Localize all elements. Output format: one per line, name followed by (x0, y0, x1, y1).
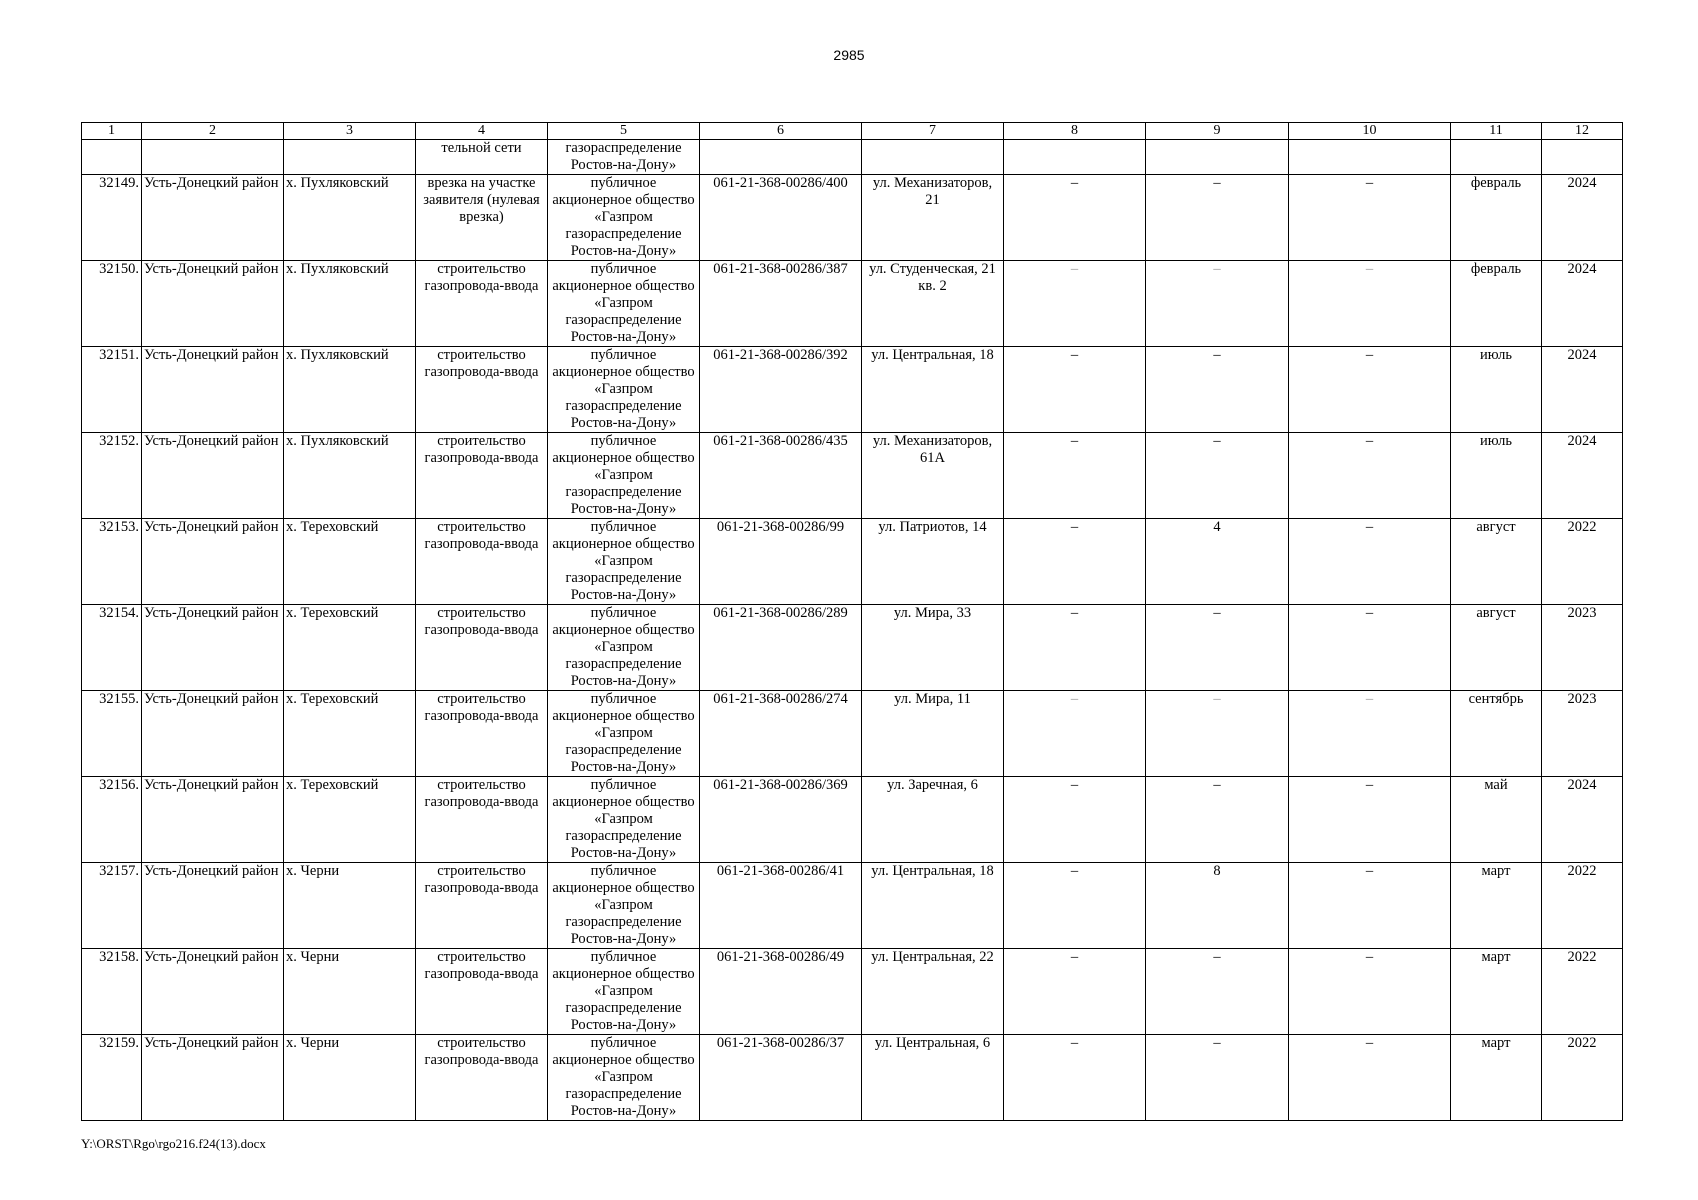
work-type-cell: строительство газопровода-ввода (416, 605, 548, 691)
column-9-cell: – (1146, 691, 1289, 777)
page-number: 2985 (833, 47, 865, 63)
year-cell: 2022 (1542, 1035, 1623, 1121)
settlement-cell: х. Пухляковский (284, 347, 416, 433)
column-10-cell: – (1289, 433, 1451, 519)
month-cell: сентябрь (1451, 691, 1542, 777)
table-row (82, 347, 1623, 433)
column-9-cell: – (1146, 347, 1289, 433)
table-row (82, 261, 1623, 347)
table-row (82, 691, 1623, 777)
registry-code-cell: 061-21-368-00286/387 (700, 261, 862, 347)
column-8-cell: – (1004, 433, 1146, 519)
year-cell: 2022 (1542, 949, 1623, 1035)
table-cell (284, 140, 416, 175)
registry-code-cell: 061-21-368-00286/41 (700, 863, 862, 949)
table-cell (1289, 140, 1451, 175)
settlement-cell: х. Черни (284, 949, 416, 1035)
year-cell: 2024 (1542, 261, 1623, 347)
organization-cell: публичное акционерное общество «Газпром газораспределение Ростов-на-Дону» (548, 949, 700, 1035)
column-10-cell: – (1289, 519, 1451, 605)
continuation-row (82, 140, 1623, 175)
work-type-cell: строительство газопровода-ввода (416, 261, 548, 347)
header-cell: 2 (142, 123, 284, 140)
organization-cell: публичное акционерное общество «Газпром газораспределение Ростов-на-Дону» (548, 863, 700, 949)
month-cell: август (1451, 605, 1542, 691)
address-cell: ул. Центральная, 18 (862, 347, 1004, 433)
month-cell: июль (1451, 347, 1542, 433)
column-8-cell: – (1004, 347, 1146, 433)
work-type-cell: строительство газопровода-ввода (416, 777, 548, 863)
row-number-cell: 32156. (82, 777, 142, 863)
header-cell: 7 (862, 123, 1004, 140)
row-number-cell: 32154. (82, 605, 142, 691)
table-cell (1542, 140, 1623, 175)
column-9-cell: – (1146, 777, 1289, 863)
column-8-cell: – (1004, 863, 1146, 949)
row-number-cell: 32149. (82, 175, 142, 261)
organization-cell: публичное акционерное общество «Газпром газораспределение Ростов-на-Дону» (548, 347, 700, 433)
work-type-cell: строительство газопровода-ввода (416, 1035, 548, 1121)
address-cell: ул. Механизаторов, 21 (862, 175, 1004, 261)
file-path-footer: Y:\ORST\Rgo\rgo216.f24(13).docx (81, 1136, 266, 1151)
table-row (82, 433, 1623, 519)
column-8-cell: – (1004, 777, 1146, 863)
column-8-cell: – (1004, 949, 1146, 1035)
address-cell: ул. Патриотов, 14 (862, 519, 1004, 605)
table-cell (1451, 140, 1542, 175)
column-8-cell: – (1004, 1035, 1146, 1121)
column-9-cell: – (1146, 433, 1289, 519)
month-cell: июль (1451, 433, 1542, 519)
column-10-cell: – (1289, 691, 1451, 777)
column-9-cell: – (1146, 175, 1289, 261)
registry-code-cell: 061-21-368-00286/392 (700, 347, 862, 433)
work-type-cell: строительство газопровода-ввода (416, 519, 548, 605)
settlement-cell: х. Пухляковский (284, 433, 416, 519)
column-10-cell: – (1289, 605, 1451, 691)
settlement-cell: х. Тереховский (284, 605, 416, 691)
column-10-cell: – (1289, 949, 1451, 1035)
district-cell: Усть-Донецкий район (142, 691, 284, 777)
month-cell: май (1451, 777, 1542, 863)
month-cell: март (1451, 863, 1542, 949)
settlement-cell: х. Черни (284, 1035, 416, 1121)
registry-table (81, 122, 1623, 1121)
column-10-cell: – (1289, 1035, 1451, 1121)
registry-code-cell: 061-21-368-00286/400 (700, 175, 862, 261)
organization-cell: публичное акционерное общество «Газпром газораспределение Ростов-на-Дону» (548, 175, 700, 261)
registry-code-cell: 061-21-368-00286/435 (700, 433, 862, 519)
settlement-cell: х. Пухляковский (284, 261, 416, 347)
year-cell: 2024 (1542, 175, 1623, 261)
work-type-cell: врезка на участке заявителя (нулевая врезка) (416, 175, 548, 261)
column-8-cell: – (1004, 519, 1146, 605)
year-cell: 2022 (1542, 519, 1623, 605)
organization-cell: публичное акционерное общество «Газпром газораспределение Ростов-на-Дону» (548, 261, 700, 347)
district-cell: Усть-Донецкий район (142, 261, 284, 347)
column-number-header-row (82, 123, 1623, 140)
row-number-cell: 32153. (82, 519, 142, 605)
organization-cell: публичное акционерное общество «Газпром газораспределение Ростов-на-Дону» (548, 433, 700, 519)
row-number-cell: 32157. (82, 863, 142, 949)
table-cell (1146, 140, 1289, 175)
address-cell: ул. Студенческая, 21 кв. 2 (862, 261, 1004, 347)
registry-code-cell: 061-21-368-00286/49 (700, 949, 862, 1035)
registry-code-cell: 061-21-368-00286/99 (700, 519, 862, 605)
column-10-cell: – (1289, 261, 1451, 347)
address-cell: ул. Центральная, 22 (862, 949, 1004, 1035)
column-10-cell: – (1289, 777, 1451, 863)
table-row (82, 1035, 1623, 1121)
column-9-cell: 8 (1146, 863, 1289, 949)
year-cell: 2022 (1542, 863, 1623, 949)
table-row (82, 605, 1623, 691)
month-cell: февраль (1451, 175, 1542, 261)
column-10-cell: – (1289, 347, 1451, 433)
district-cell: Усть-Донецкий район (142, 863, 284, 949)
address-cell: ул. Механизаторов, 61А (862, 433, 1004, 519)
work-type-cell: строительство газопровода-ввода (416, 691, 548, 777)
organization-cell: газораспределение Ростов-на-Дону» (548, 140, 700, 175)
work-type-cell: строительство газопровода-ввода (416, 949, 548, 1035)
column-9-cell: – (1146, 1035, 1289, 1121)
header-cell: 3 (284, 123, 416, 140)
district-cell: Усть-Донецкий район (142, 433, 284, 519)
row-number-cell: 32150. (82, 261, 142, 347)
organization-cell: публичное акционерное общество «Газпром газораспределение Ростов-на-Дону» (548, 1035, 700, 1121)
address-cell: ул. Мира, 11 (862, 691, 1004, 777)
row-number-cell: 32152. (82, 433, 142, 519)
column-8-cell: – (1004, 175, 1146, 261)
work-type-cell: тельной сети (416, 140, 548, 175)
row-number-cell: 32158. (82, 949, 142, 1035)
year-cell: 2023 (1542, 605, 1623, 691)
table-row (82, 519, 1623, 605)
table-row (82, 777, 1623, 863)
column-9-cell: – (1146, 949, 1289, 1035)
month-cell: август (1451, 519, 1542, 605)
settlement-cell: х. Тереховский (284, 691, 416, 777)
header-cell: 11 (1451, 123, 1542, 140)
work-type-cell: строительство газопровода-ввода (416, 863, 548, 949)
table-cell (82, 140, 142, 175)
registry-code-cell: 061-21-368-00286/369 (700, 777, 862, 863)
address-cell: ул. Заречная, 6 (862, 777, 1004, 863)
registry-code-cell: 061-21-368-00286/37 (700, 1035, 862, 1121)
district-cell: Усть-Донецкий район (142, 519, 284, 605)
address-cell: ул. Центральная, 18 (862, 863, 1004, 949)
table-row (82, 175, 1623, 261)
organization-cell: публичное акционерное общество «Газпром газораспределение Ростов-на-Дону» (548, 691, 700, 777)
table-cell (862, 140, 1004, 175)
header-cell: 4 (416, 123, 548, 140)
organization-cell: публичное акционерное общество «Газпром газораспределение Ростов-на-Дону» (548, 519, 700, 605)
month-cell: март (1451, 1035, 1542, 1121)
column-8-cell: – (1004, 605, 1146, 691)
table-cell (1004, 140, 1146, 175)
row-number-cell: 32159. (82, 1035, 142, 1121)
year-cell: 2024 (1542, 433, 1623, 519)
organization-cell: публичное акционерное общество «Газпром газораспределение Ростов-на-Дону» (548, 777, 700, 863)
settlement-cell: х. Тереховский (284, 777, 416, 863)
address-cell: ул. Мира, 33 (862, 605, 1004, 691)
organization-cell: публичное акционерное общество «Газпром газораспределение Ростов-на-Дону» (548, 605, 700, 691)
address-cell: ул. Центральная, 6 (862, 1035, 1004, 1121)
column-10-cell: – (1289, 175, 1451, 261)
column-9-cell: 4 (1146, 519, 1289, 605)
year-cell: 2024 (1542, 347, 1623, 433)
column-9-cell: – (1146, 605, 1289, 691)
year-cell: 2023 (1542, 691, 1623, 777)
district-cell: Усть-Донецкий район (142, 1035, 284, 1121)
registry-code-cell: 061-21-368-00286/289 (700, 605, 862, 691)
header-cell: 6 (700, 123, 862, 140)
table-cell (700, 140, 862, 175)
settlement-cell: х. Черни (284, 863, 416, 949)
header-cell: 5 (548, 123, 700, 140)
table-cell (142, 140, 284, 175)
month-cell: март (1451, 949, 1542, 1035)
district-cell: Усть-Донецкий район (142, 175, 284, 261)
header-cell: 9 (1146, 123, 1289, 140)
row-number-cell: 32155. (82, 691, 142, 777)
column-9-cell: – (1146, 261, 1289, 347)
district-cell: Усть-Донецкий район (142, 949, 284, 1035)
table-row (82, 863, 1623, 949)
settlement-cell: х. Пухляковский (284, 175, 416, 261)
district-cell: Усть-Донецкий район (142, 777, 284, 863)
row-number-cell: 32151. (82, 347, 142, 433)
column-8-cell: – (1004, 261, 1146, 347)
work-type-cell: строительство газопровода-ввода (416, 433, 548, 519)
settlement-cell: х. Тереховский (284, 519, 416, 605)
month-cell: февраль (1451, 261, 1542, 347)
district-cell: Усть-Донецкий район (142, 347, 284, 433)
header-cell: 1 (82, 123, 142, 140)
column-10-cell: – (1289, 863, 1451, 949)
work-type-cell: строительство газопровода-ввода (416, 347, 548, 433)
table-row (82, 949, 1623, 1035)
registry-code-cell: 061-21-368-00286/274 (700, 691, 862, 777)
header-cell: 8 (1004, 123, 1146, 140)
column-8-cell: – (1004, 691, 1146, 777)
district-cell: Усть-Донецкий район (142, 605, 284, 691)
header-cell: 10 (1289, 123, 1451, 140)
header-cell: 12 (1542, 123, 1623, 140)
year-cell: 2024 (1542, 777, 1623, 863)
